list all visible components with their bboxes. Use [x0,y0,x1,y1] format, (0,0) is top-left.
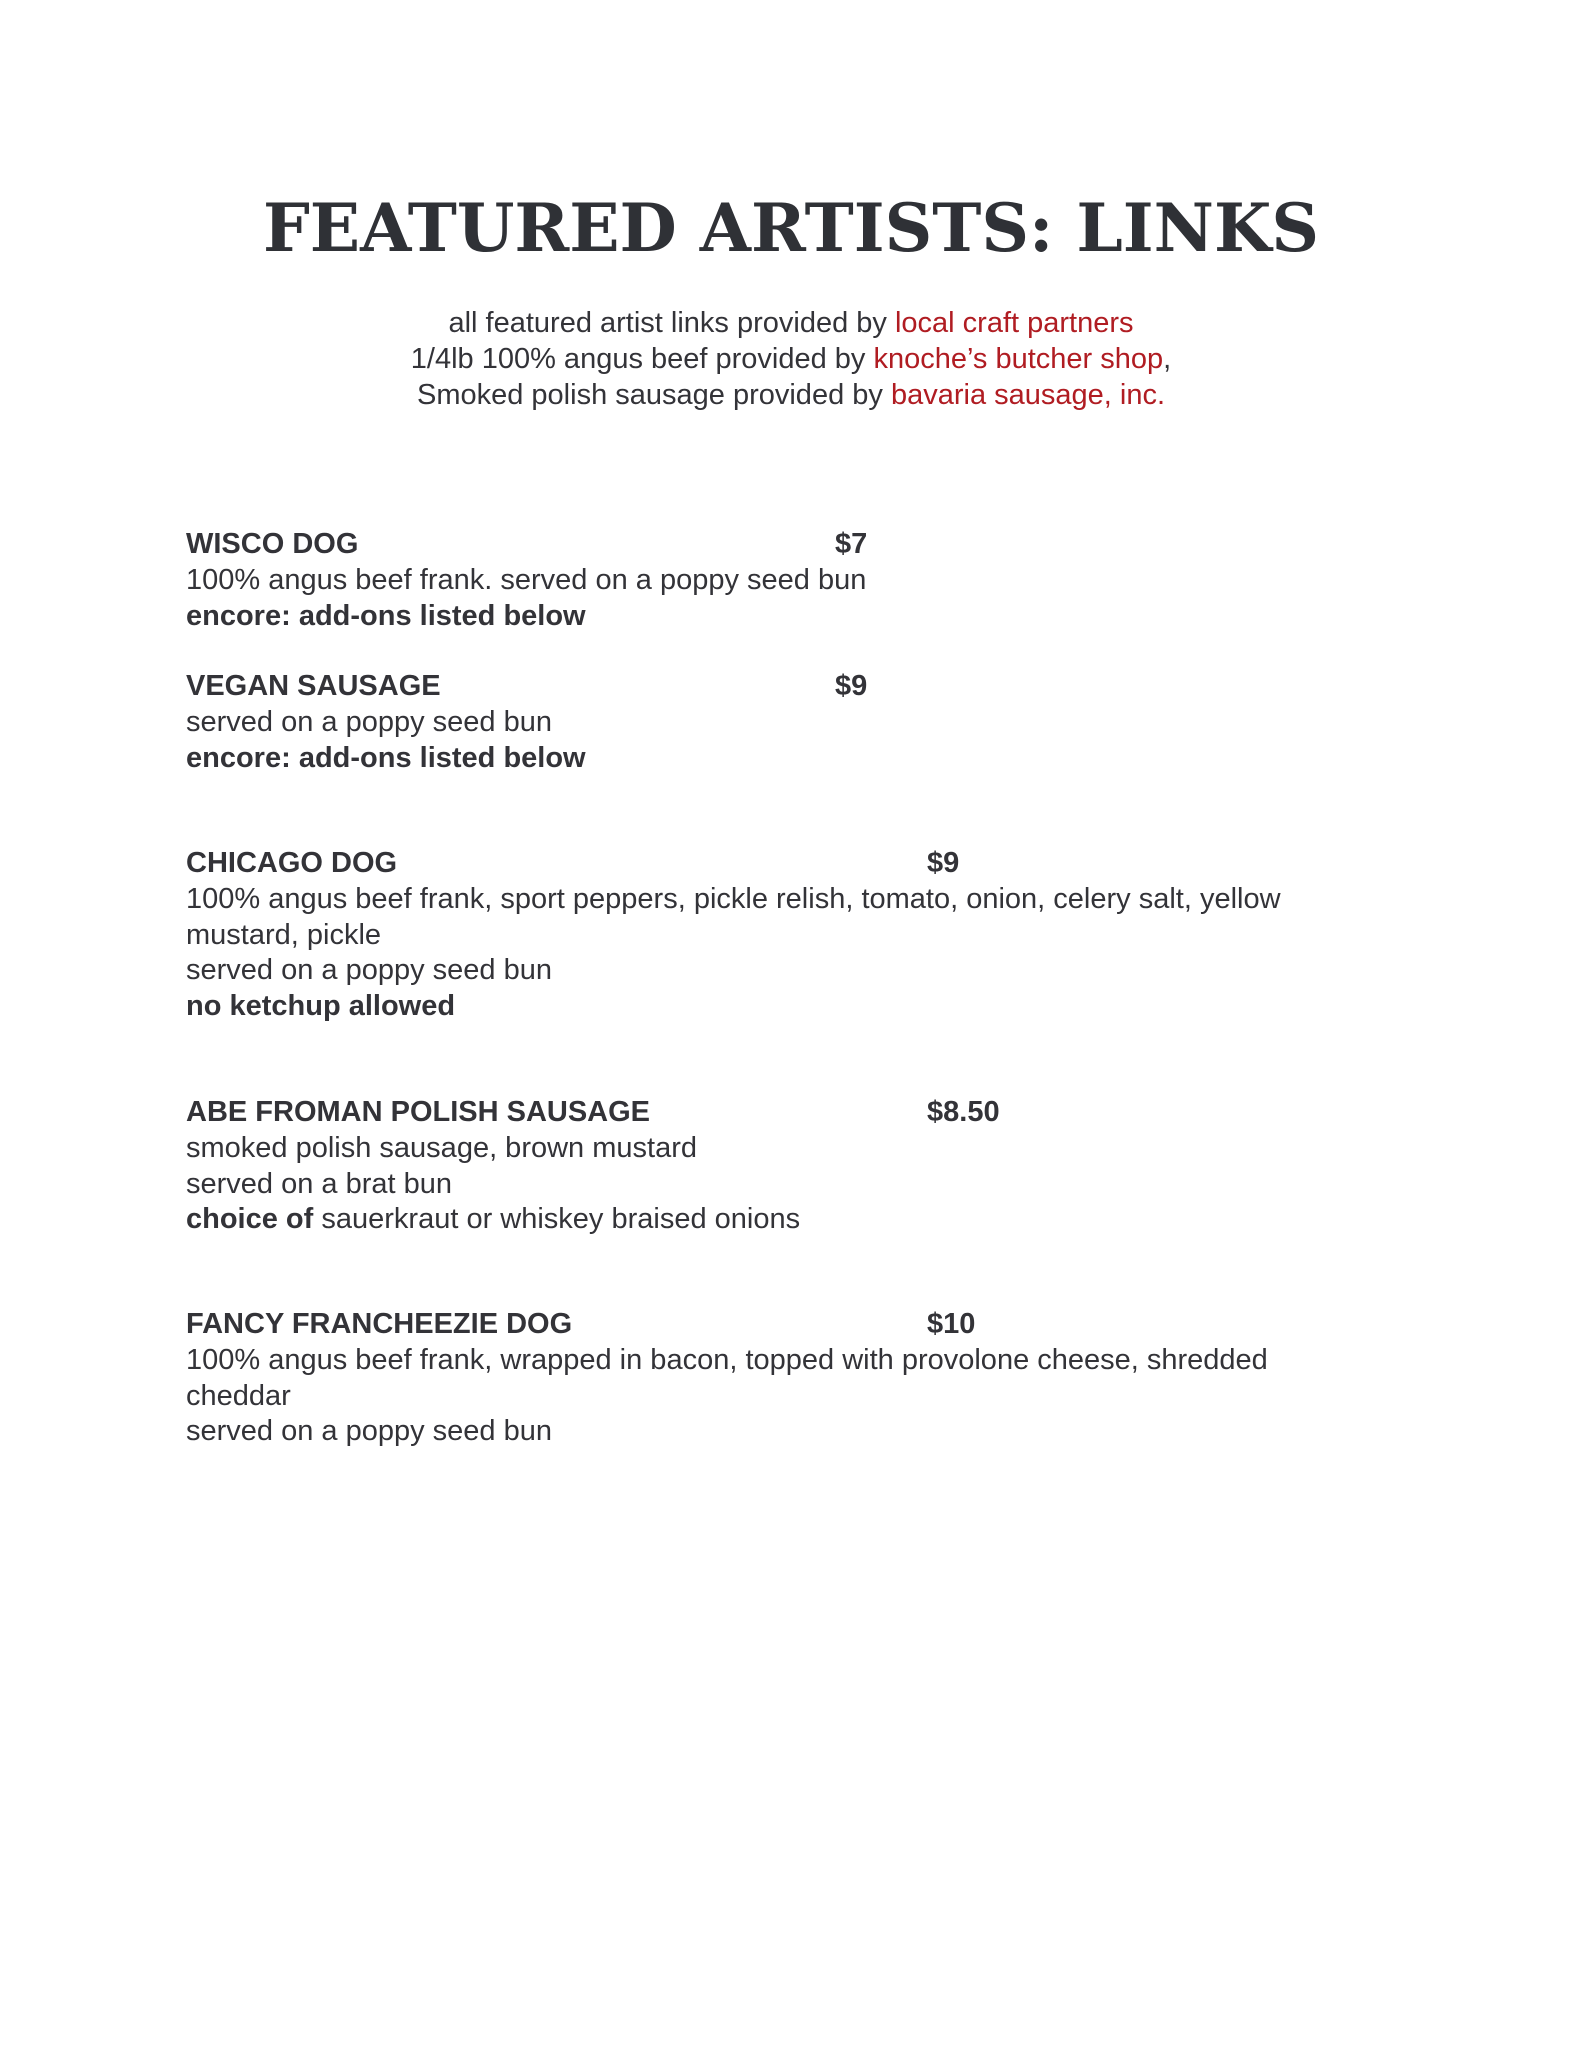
menu-item-abe-froman-polish-sausage [186,1095,1406,1238]
menu-item-wisco-dog [186,527,1406,634]
menu-item-vegan-sausage [186,669,1406,776]
item-description: 100% angus beef frank, wrapped in bacon, topped with provolone cheese, shredded [186,1344,1268,1376]
item-description: 100% angus beef frank, sport peppers, pickle relish, tomato, onion, celery salt, yellow [186,883,1281,915]
credit-line: all featured artist links provided by local craft partners [448,307,1134,339]
credit-line: Smoked polish sausage provided by bavaria sausage, inc. [416,379,1166,411]
item-description: served on a brat bun [186,1167,453,1200]
item-description: 100% angus beef frank. served on a poppy seed bun [186,564,867,596]
supplier-credits [0,305,1582,413]
menu-item-header [186,1307,1406,1343]
menu-item-header [186,846,1406,882]
supplier-name: knoche’s butcher shop [873,343,1164,375]
item-note: encore: add-ons listed below [186,741,586,774]
menu-item-header [186,527,1406,563]
choice-label: choice of [186,1203,314,1235]
item-description: cheddar [186,1379,291,1412]
menu-item-header [186,669,1406,705]
item-description: smoked polish sausage, brown mustard [186,1132,697,1164]
menu-item-fancy-francheezie-dog [186,1307,1406,1450]
supplier-name: local craft partners [894,307,1134,339]
item-name: VEGAN SAUSAGE [186,670,441,702]
page-title: FEATURED ARTISTS: LINKS [262,189,1320,267]
item-price: $9 [927,847,960,879]
credit-line: 1/4lb 100% angus beef provided by knoche’s butcher shop, [410,343,1172,375]
item-price: $9 [835,670,868,702]
item-choice [186,1202,1406,1238]
item-description: served on a poppy seed bun [186,706,552,738]
item-note: no ketchup allowed [186,989,456,1022]
menu-item-chicago-dog [186,846,1406,1024]
item-name: FANCY FRANCHEEZIE DOG [186,1308,573,1340]
choice-options: sauerkraut or whiskey braised onions [313,1203,801,1235]
item-price: $10 [927,1308,976,1340]
item-name: CHICAGO DOG [186,847,398,879]
supplier-name: bavaria sausage, inc. [890,379,1166,411]
item-description: served on a poppy seed bun [186,1415,552,1447]
item-price: $7 [835,528,868,560]
item-description: mustard, pickle [186,918,382,951]
item-description: served on a poppy seed bun [186,954,552,986]
item-name: WISCO DOG [186,528,359,560]
item-price: $8.50 [927,1096,1000,1128]
item-name: ABE FROMAN POLISH SAUSAGE [186,1096,651,1128]
menu-item-header [186,1095,1406,1131]
item-note: encore: add-ons listed below [186,599,586,632]
